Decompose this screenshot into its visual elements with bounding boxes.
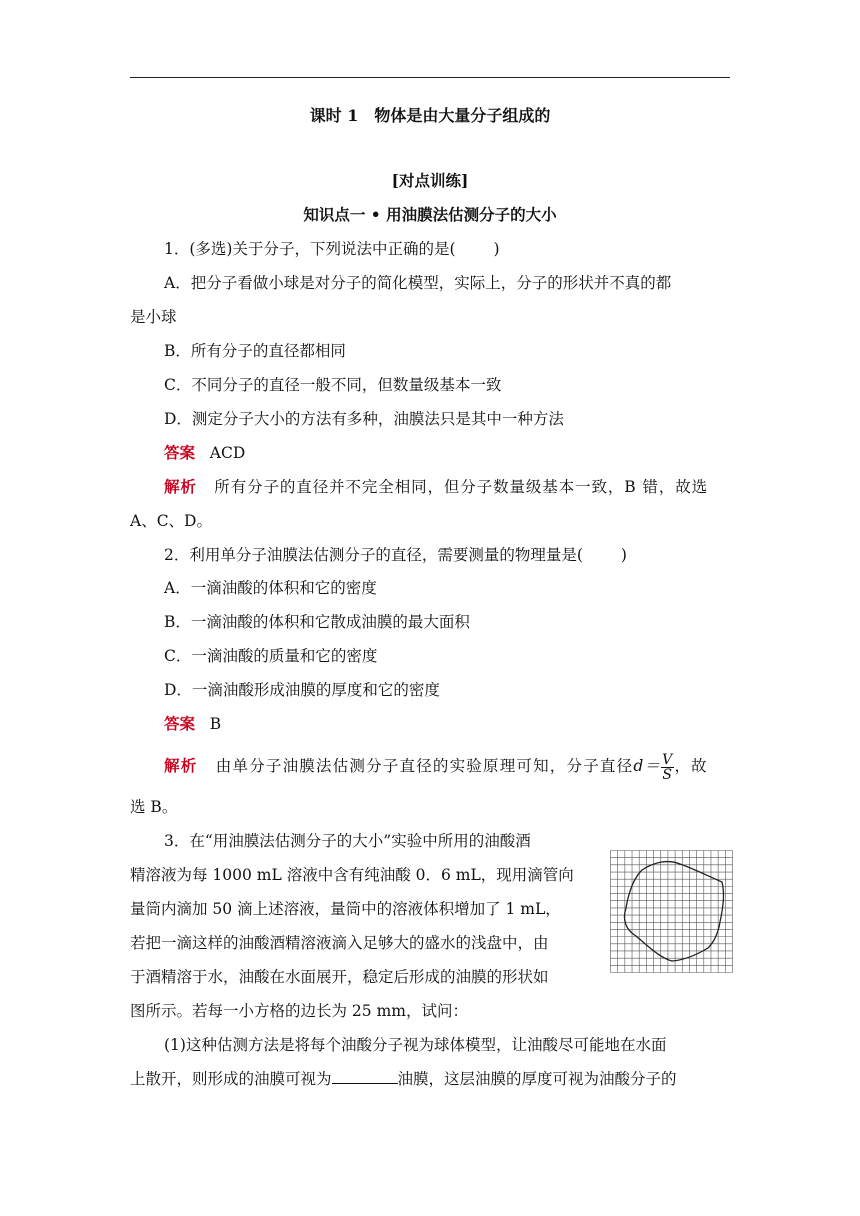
q2-answer <box>164 714 221 734</box>
q1-option-d: D．测定分子大小的方法有多种，油膜法只是其中一种方法 <box>164 410 564 428</box>
q2-option-a: A．一滴油酸的体积和它的密度 <box>164 579 377 597</box>
q2-option-c: C．一滴油酸的质量和它的密度 <box>164 647 378 665</box>
formula-fraction: $\frac{V}{S}$ <box>662 751 674 783</box>
answer-value: B <box>209 715 222 733</box>
q1-stem: 1．(多选)关于分子，下列说法中正确的是( ) <box>164 240 500 258</box>
lesson-title: 课时 1 物体是由大量分子组成的 <box>309 106 551 125</box>
q1-analysis-cont: A、C、D。 <box>130 512 212 530</box>
analysis-label: 解析 <box>164 756 198 775</box>
q1-option-b: B．所有分子的直径都相同 <box>164 342 346 360</box>
answer-blank <box>332 1069 398 1084</box>
q1-answer <box>164 443 245 463</box>
q3-line6: 图所示。若每一小方格的边长为 25 mm，试问： <box>130 1002 468 1020</box>
answer-label: 答案 <box>164 714 196 733</box>
q3-line5: 于酒精溶于水，油酸在水面展开，稳定后形成的油膜的形状如 <box>130 968 549 986</box>
formula-lhs: d＝ <box>633 757 662 775</box>
section-label: [对点训练] <box>391 171 469 190</box>
header-rule <box>130 77 730 78</box>
q1-option-c: C．不同分子的直径一般不同，但数量级基本一致 <box>164 376 502 394</box>
q2-analysis: 解析 由单分子油膜法估测分子直径的实验原理可知，分子直径d＝ $\frac{V}{S}$ ，故 <box>164 751 708 783</box>
q3-line3: 量筒内滴加 50 滴上述溶液，量筒中的溶液体积增加了 1 mL， <box>130 900 561 918</box>
q3-line2: 精溶液为每 1000 mL 溶液中含有纯油酸 0．6 mL，现用滴管向 <box>130 866 574 884</box>
q2-analysis-cont: 选 B。 <box>130 798 178 816</box>
q1-option-a: A．把分子看做小球是对分子的简化模型，实际上，分子的形状并不真的都 <box>164 274 672 292</box>
answer-label: 答案 <box>164 443 196 462</box>
grid-lines <box>611 851 733 973</box>
q1-option-a-cont: 是小球 <box>130 308 177 326</box>
q3-sub1-line1: (1)这种估测方法是将每个油酸分子视为球体模型，让油酸尽可能地在水面 <box>164 1036 667 1054</box>
q1-analysis: 解析 所有分子的直径并不完全相同，但分子数量级基本一致，B 错，故选 <box>164 477 709 496</box>
q3-sub1-line2: 上散开，则形成的油膜可视为 油膜，这层油膜的厚度可视为油酸分子的 <box>130 1070 677 1088</box>
q2-option-b: B．一滴油酸的体积和它散成油膜的最大面积 <box>164 613 470 631</box>
answer-value: ACD <box>209 444 246 462</box>
analysis-label: 解析 <box>164 477 197 496</box>
q3-line4: 若把一滴这样的油酸酒精溶液滴入足够大的盛水的浅盘中，由 <box>130 934 549 952</box>
section-topic: 知识点一 • 用油膜法估测分子的大小 <box>303 205 557 224</box>
oil-film-grid-figure <box>610 850 733 973</box>
q2-stem: 2．利用单分子油膜法估测分子的直径，需要测量的物理量是( ) <box>164 546 627 564</box>
q3-line1: 3．在“用油膜法估测分子的大小”实验中所用的油酸酒 <box>164 832 531 850</box>
q2-option-d: D．一滴油酸形成油膜的厚度和它的密度 <box>164 681 440 699</box>
